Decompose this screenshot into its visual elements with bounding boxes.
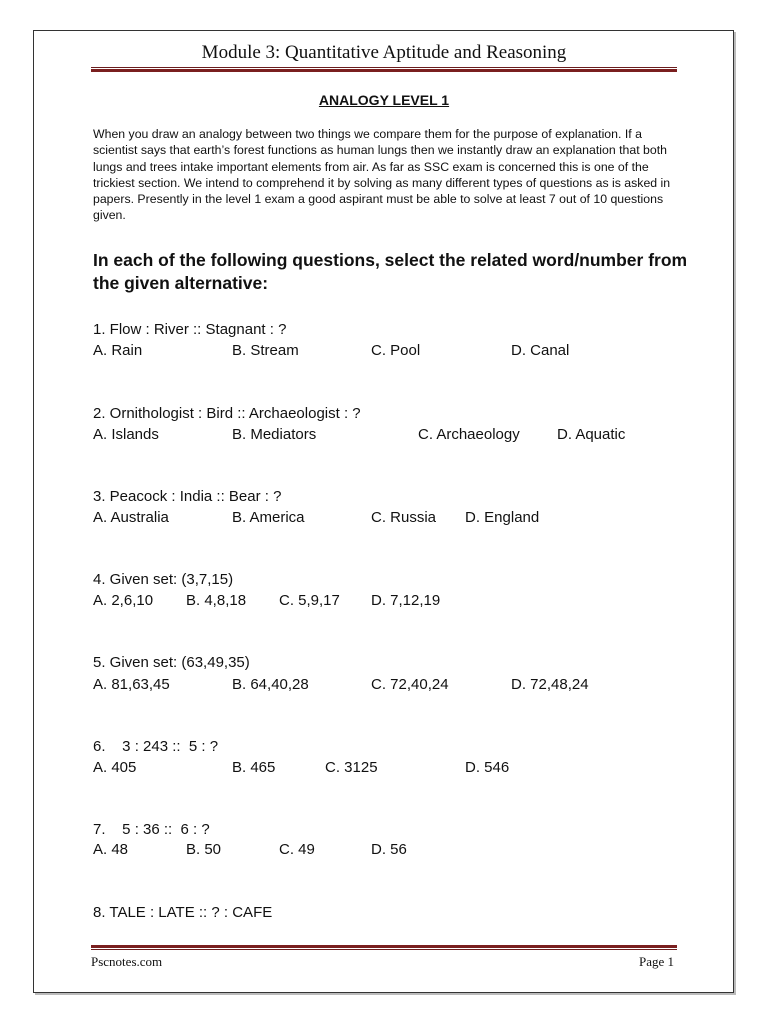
question-4: 4. Given set: (3,7,15) — [93, 571, 234, 588]
q6-option-d: D. 546 — [465, 759, 510, 776]
q5-option-b: B. 64,40,28 — [232, 676, 309, 693]
q3-option-a: A. Australia — [93, 509, 169, 526]
q2-option-a: A. Islands — [93, 426, 159, 443]
q6-option-a: A. 405 — [93, 759, 137, 776]
instruction-heading: In each of the following questions, select the related word/number from the given alternative: — [93, 250, 688, 293]
q1-option-c: C. Pool — [371, 342, 421, 359]
question-2: 2. Ornithologist : Bird :: Archaeologist : ? — [93, 405, 361, 422]
q4-option-a: A. 2,6,10 — [93, 592, 154, 609]
q7-option-b: B. 50 — [186, 841, 222, 858]
question-6: 6. 3 : 243 :: 5 : ? — [93, 738, 219, 755]
footer-site: Pscnotes.com — [91, 954, 163, 969]
intro-paragraph: When you draw an analogy between two things we compare them for the purpose of explanation. If a scientist says that earth’s forest functions as human lungs then we instantly draw an explanation that both lungs and trees intake important elements from air. As far as SSC exam is concerned this is one of the trickiest section. We intend to comprehend it by solving as many different types of questions as is asked in papers. Presently in the level 1 exam a good aspirant must be able to solve at least 7 out of 10 questions given. — [93, 127, 671, 223]
q3-option-d: D. England — [465, 509, 540, 526]
q1-option-b: B. Stream — [232, 342, 299, 359]
question-8: 8. TALE : LATE :: ? : CAFE — [93, 904, 273, 921]
q7-option-c: C. 49 — [279, 841, 315, 858]
q2-option-c: C. Archaeology — [418, 426, 520, 443]
q1-option-d: D. Canal — [511, 342, 570, 359]
section-title — [0, 92, 768, 108]
q5-option-c: C. 72,40,24 — [371, 676, 449, 693]
q3-option-c: C. Russia — [371, 509, 437, 526]
q6-option-c: C. 3125 — [325, 759, 378, 776]
q2-option-b: B. Mediators — [232, 426, 317, 443]
question-7: 7. 5 : 36 :: 6 : ? — [93, 821, 210, 838]
question-1: 1. Flow : River :: Stagnant : ? — [93, 321, 287, 338]
footer-rule — [91, 945, 677, 950]
q1-option-a: A. Rain — [93, 342, 143, 359]
q4-option-c: C. 5,9,17 — [279, 592, 340, 609]
q7-option-d: D. 56 — [371, 841, 407, 858]
module-header: Module 3: Quantitative Aptitude and Reasoning — [201, 42, 567, 63]
q5-option-a: A. 81,63,45 — [93, 676, 170, 693]
q5-option-d: D. 72,48,24 — [511, 676, 589, 693]
question-5: 5. Given set: (63,49,35) — [93, 654, 250, 671]
q4-option-d: D. 7,12,19 — [371, 592, 441, 609]
header-rule — [91, 67, 677, 72]
q6-option-b: B. 465 — [232, 759, 276, 776]
q4-option-b: B. 4,8,18 — [186, 592, 247, 609]
q2-option-d: D. Aquatic — [557, 426, 626, 443]
section-title-text: ANALOGY LEVEL 1 — [318, 92, 450, 108]
q3-option-b: B. America — [232, 509, 305, 526]
question-3: 3. Peacock : India :: Bear : ? — [93, 488, 282, 505]
q7-option-a: A. 48 — [93, 841, 129, 858]
footer-page-number: Page 1 — [638, 954, 674, 969]
